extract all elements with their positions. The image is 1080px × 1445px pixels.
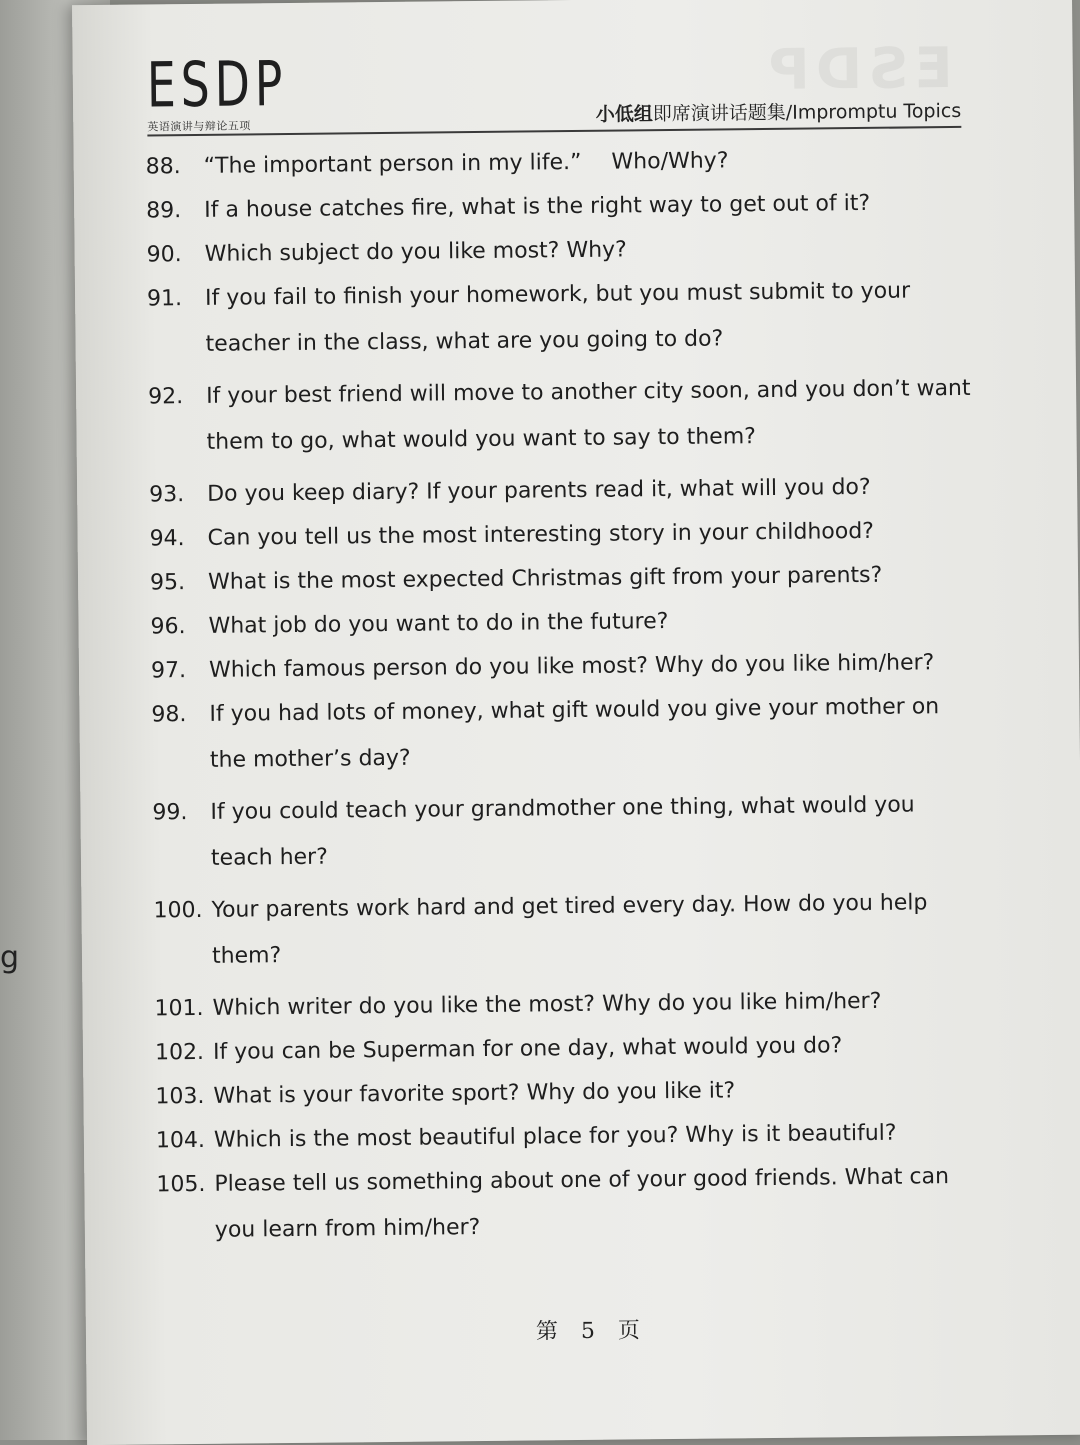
topic-number: 92. xyxy=(148,384,184,410)
topic-text: Which famous person do you like most? Why do you like him/her? xyxy=(208,650,935,683)
header-title xyxy=(596,96,962,127)
topic-text: What is the most expected Christmas gift from your parents? xyxy=(207,562,883,595)
topic-text: If your best friend will move to another city soon, and you don’t want them to go, what would you want to say to them? xyxy=(205,375,971,455)
topic-item-98 xyxy=(151,692,982,785)
logo-mark: ESDP xyxy=(146,46,288,122)
topic-text: Which writer do you like the most? Why do you like him/her? xyxy=(212,988,882,1021)
topic-text: What job do you want to do in the future? xyxy=(208,609,669,639)
bleed-through-text: ESDP xyxy=(762,36,954,104)
topic-item-104 xyxy=(156,1118,986,1157)
topic-text: Can you tell us the most interesting story in your childhood? xyxy=(207,518,875,551)
topic-number: 95. xyxy=(149,570,186,596)
topic-text: Your parents work hard and get tired every day. How do you help them? xyxy=(211,890,928,969)
topic-number: 93. xyxy=(149,482,185,508)
page-number: 第 5 页 xyxy=(535,1318,649,1345)
topic-item-96 xyxy=(150,604,980,643)
topic-number: 98. xyxy=(151,702,187,728)
topic-item-88 xyxy=(146,144,976,183)
logo-subtitle: 英语演讲与辩论五项 xyxy=(147,119,251,134)
topic-item-92 xyxy=(148,374,979,467)
topic-item-90 xyxy=(146,232,976,271)
document-page xyxy=(72,0,1080,1445)
topic-number: 96. xyxy=(150,614,186,640)
topic-number: 102. xyxy=(154,1039,205,1066)
topic-number: 97. xyxy=(150,658,187,684)
topic-number: 91. xyxy=(146,286,183,312)
header-title-bold: 小低组 xyxy=(595,103,653,126)
topic-text: If you can be Superman for one day, what would you do? xyxy=(212,1033,843,1065)
topic-item-95 xyxy=(150,560,980,599)
topic-text xyxy=(204,144,976,182)
topic-text: What is your favorite sport? Why do you like it? xyxy=(213,1078,736,1109)
topic-item-97 xyxy=(151,648,981,687)
topic-number: 101. xyxy=(154,995,204,1022)
topic-text: Do you keep diary? If your parents read it, what will you do? xyxy=(207,474,871,507)
topic-item-103 xyxy=(155,1074,985,1113)
stray-letter: g xyxy=(0,940,20,975)
topic-text: Which subject do you like most? Why? xyxy=(204,237,627,267)
esdp-logo xyxy=(146,46,319,135)
topic-item-105 xyxy=(156,1162,987,1255)
topic-item-89 xyxy=(146,188,976,227)
topic-item-94 xyxy=(149,516,979,555)
header-title-rest: 即席演讲话题集/Impromptu Topics xyxy=(652,99,962,126)
topic-text: If you fail to finish your homework, but you must submit to your teacher in the class, what are you going to do? xyxy=(204,278,911,357)
topic-item-99 xyxy=(152,790,983,883)
topic-number: 90. xyxy=(146,242,182,268)
topic-number: 104. xyxy=(155,1127,206,1154)
topic-text: If you had lots of money, what gift would you give your mother on the mother’s day? xyxy=(209,694,940,773)
topic-number: 105. xyxy=(156,1171,206,1198)
topic-item-101 xyxy=(154,986,984,1025)
topic-text: Which is the most beautiful place for you? Why is it beautiful? xyxy=(213,1120,897,1153)
topic-item-100 xyxy=(153,888,984,981)
topic-number: 99. xyxy=(152,800,188,826)
topic-number: 94. xyxy=(149,526,185,552)
topic-text: If a house catches fire, what is the right way to get out of it? xyxy=(204,190,871,223)
topic-number: 100. xyxy=(153,897,203,924)
topic-number: 103. xyxy=(155,1083,205,1110)
topic-text: If you could teach your grandmother one thing, what would you teach her? xyxy=(210,792,915,871)
topic-item-93 xyxy=(149,472,979,511)
topic-number: 88. xyxy=(145,154,181,180)
topic-item-91 xyxy=(147,276,978,369)
topic-number: 89. xyxy=(146,198,182,224)
topic-extra: Who/Why? xyxy=(611,148,729,175)
topic-list xyxy=(146,144,988,1269)
topic-item-102 xyxy=(155,1030,985,1069)
topic-quote: “The important person in my life.” xyxy=(203,149,582,179)
topic-text: Please tell us something about one of your good friends. What can you learn from him/her? xyxy=(214,1164,950,1243)
